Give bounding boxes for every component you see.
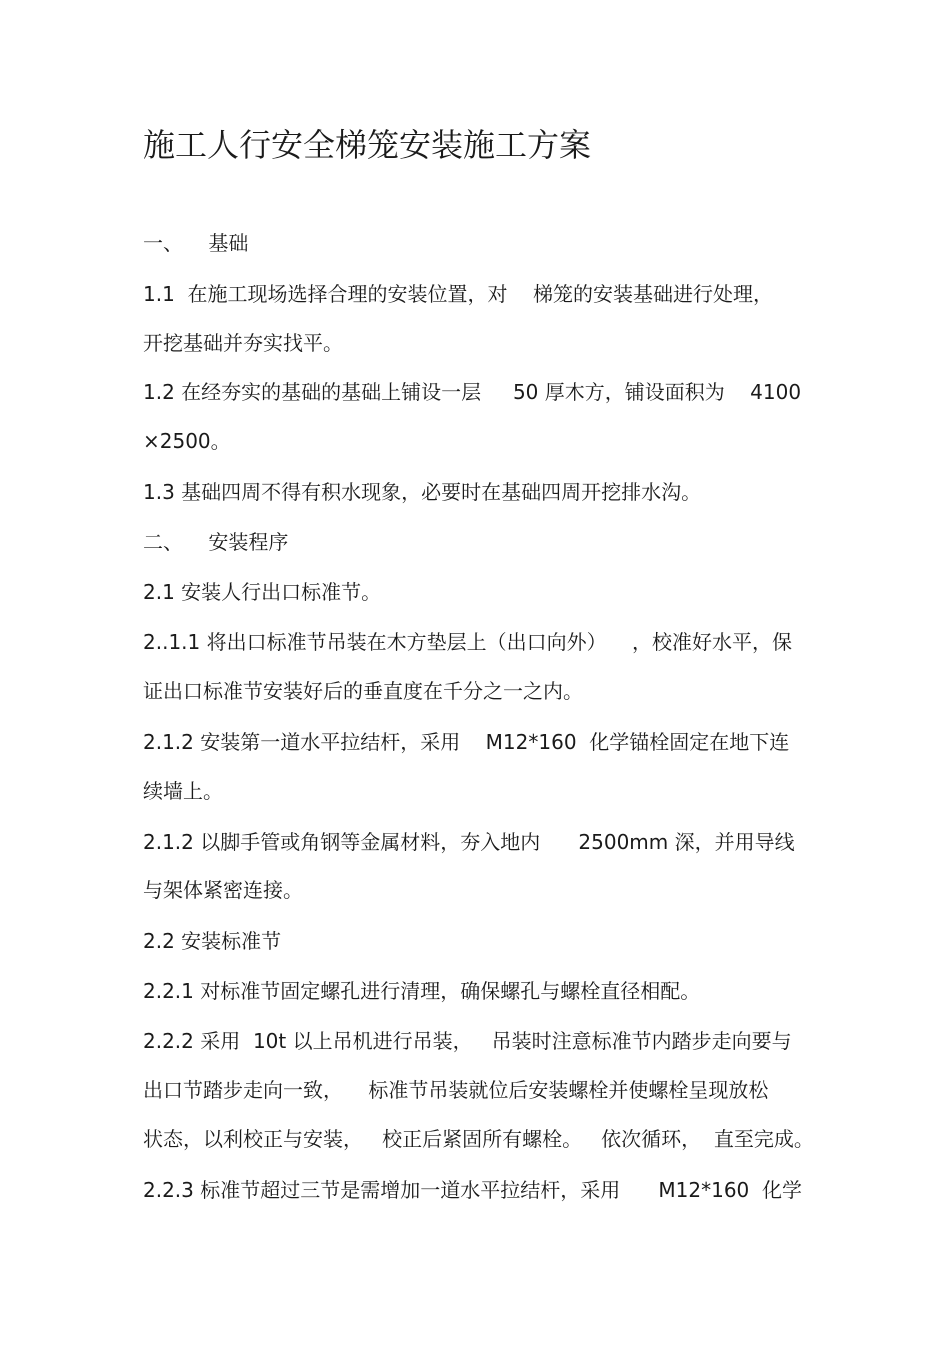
paragraph-line: 开挖基础并夯实找平。: [143, 331, 343, 355]
section-heading-foundation: 一、 基础: [143, 231, 249, 255]
paragraph-line: 续墙上。: [143, 779, 223, 803]
paragraph-line: 2.2 安装标准节: [143, 929, 282, 953]
paragraph-line: 1.3 基础四周不得有积水现象，必要时在基础四周开挖排水沟。: [143, 480, 702, 504]
paragraph-line: 2.2.1 对标准节固定螺孔进行清理，确保螺孔与螺栓直径相配。: [143, 979, 701, 1003]
paragraph-line: 1.2 在经夯实的基础的基础上铺设一层 50 厚木方，铺设面积为 4100: [143, 380, 802, 404]
paragraph-line: 证出口标准节安装好后的垂直度在千分之一之内。: [143, 679, 583, 703]
paragraph-line: ×2500。: [143, 429, 231, 453]
paragraph-line: 出口节踏步走向一致， 标准节吊装就位后安装螺栓并使螺栓呈现放松: [143, 1078, 769, 1102]
paragraph-line: 状态，以利校正与安装， 校正后紧固所有螺栓。 依次循环， 直至完成。: [143, 1127, 814, 1151]
document-title: 施工人行安全梯笼安装施工方案: [143, 126, 592, 164]
paragraph-line: 2.2.3 标准节超过三节是需增加一道水平拉结杆，采用 M12*160 化学: [143, 1178, 802, 1202]
paragraph-line: 2.1.2 以脚手管或角钢等金属材料，夯入地内 2500mm 深，并用导线: [143, 830, 795, 854]
paragraph-line: 2..1.1 将出口标准节吊装在木方垫层上（出口向外） ，校准好水平，保: [143, 630, 793, 654]
paragraph-line: 与架体紧密连接。: [143, 878, 303, 902]
paragraph-line: 2.1 安装人行出口标准节。: [143, 580, 382, 604]
section-heading-installation: 二、 安装程序: [143, 530, 289, 554]
paragraph-line: 2.2.2 采用 10t 以上吊机进行吊装， 吊装时注意标准节内踏步走向要与: [143, 1029, 792, 1053]
paragraph-line: 2.1.2 安装第一道水平拉结杆，采用 M12*160 化学锚栓固定在地下连: [143, 730, 790, 754]
paragraph-line: 1.1 在施工现场选择合理的安装位置，对 梯笼的安装基础进行处理，: [143, 282, 773, 306]
